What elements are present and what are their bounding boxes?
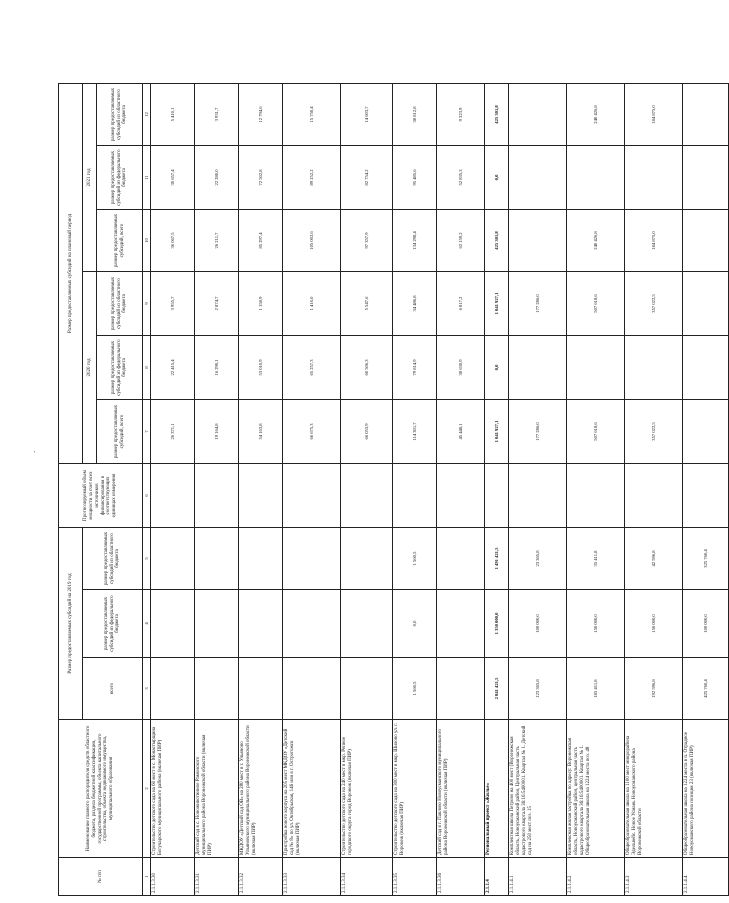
table-row	[625, 84, 683, 896]
row-value	[567, 146, 625, 210]
row-value: 66 053,9	[341, 400, 393, 464]
row-value: 185 411,8	[567, 658, 625, 720]
table-row	[567, 84, 625, 896]
table-row	[485, 84, 509, 896]
row-value	[509, 464, 567, 528]
row-value: 184 875,0	[625, 84, 683, 146]
row-value	[239, 528, 283, 590]
row-value	[195, 528, 239, 590]
row-value	[509, 84, 567, 146]
row-value: 150 000,0	[625, 590, 683, 658]
row-name: Региональный проект «Жилье»	[485, 720, 509, 858]
row-value	[283, 658, 341, 720]
row-value: 114 301,7	[393, 400, 437, 464]
row-value	[437, 658, 485, 720]
header-plan: Размер предоставляемых субсидий на плановый период	[59, 84, 83, 464]
row-number: 2.1.1.4.1	[509, 858, 567, 896]
column-number: 9	[143, 272, 151, 336]
row-value	[567, 336, 625, 400]
row-value: 177 286,0	[509, 272, 567, 336]
header-2020-federal: размер предоставляемых субсидий из федерального бюджета	[97, 336, 143, 400]
header-no: № п/п	[59, 858, 143, 896]
column-number: 6	[143, 464, 151, 528]
row-value: 38 630,9	[437, 336, 485, 400]
row-value: 1 041 927,1	[485, 272, 509, 336]
row-value: 123 365,8	[509, 658, 567, 720]
row-value	[283, 464, 341, 528]
row-value	[239, 464, 283, 528]
row-value: 14 603,7	[341, 84, 393, 146]
header-2019-federal: размер предоставляемых субсидий из федерального бюджета	[83, 590, 143, 658]
column-number: 11	[143, 146, 151, 210]
header-2019-regional: размер предоставляемых субсидий из областного бюджета	[83, 528, 143, 590]
row-value: 38 812,8	[393, 84, 437, 146]
column-number: 8	[143, 336, 151, 400]
row-value	[509, 210, 567, 272]
header-2019-total: всего	[83, 658, 143, 720]
row-value: 9 323,9	[437, 84, 485, 146]
row-value: 30 657,4	[151, 146, 195, 210]
row-value: 184 875,0	[625, 210, 683, 272]
row-name: МКДОУ «Детский сад ОВ» на 280 мест в г. Ульяново Ульяновского муниципального района Воронежской области (включая ПИР)	[239, 720, 283, 858]
row-value: 53 010,9	[239, 336, 283, 400]
row-value: 1 416,0	[283, 272, 341, 336]
row-number: 2.1.1.4.2	[567, 858, 625, 896]
row-name: Детский сад в с. Новоживотинное Рамонского муниципального района Воронежской области (включая ПИР)	[195, 720, 239, 858]
row-name: Строительство детского сада на 60 мест в с. Монастырщина Богучарского муниципального района (включая ПИР)	[151, 720, 195, 858]
row-value: 507 618,6	[567, 272, 625, 336]
row-value: 82 754,2	[341, 146, 393, 210]
row-value: 134 298,4	[393, 210, 437, 272]
row-number: 2.1.1.4.4	[683, 858, 729, 896]
row-value: 34 486,8	[393, 272, 437, 336]
row-value: 54 163,8	[239, 400, 283, 464]
row-value: 240 426,8	[567, 210, 625, 272]
row-value: 5 410,1	[151, 84, 195, 146]
column-number: 12	[143, 84, 151, 146]
row-value: 5 547,6	[341, 272, 393, 336]
row-value: 240 426,8	[567, 84, 625, 146]
row-value: 2 841 421,5	[485, 658, 509, 720]
row-value: 3 955,7	[151, 272, 195, 336]
row-value: 105 002,6	[283, 210, 341, 272]
row-name: Строительство детского сада на 300 мест в мкр. Шилово ул. г. Воронеж (включая ПИР)	[393, 720, 437, 858]
row-value: 60 506,3	[341, 336, 393, 400]
table-row	[437, 84, 485, 896]
table-row	[283, 84, 341, 896]
row-value: 357 022,5	[625, 400, 683, 464]
header-2021-federal: размер предоставляемых субсидий из федерального бюджета	[97, 146, 143, 210]
row-value	[151, 528, 195, 590]
row-value: 72 502,8	[239, 146, 283, 210]
row-value: 0,0	[485, 146, 509, 210]
column-number-row	[143, 84, 151, 896]
header-name: Наименование главного распорядителя средств областного бюджета, раздела бюджетной классификации, государственной программы, объекта капитального строительства, объекта недвижимого имущества, муниципального образования	[59, 720, 143, 858]
row-value: 79 814,9	[393, 336, 437, 400]
row-value	[239, 658, 283, 720]
row-value: 0,0	[393, 590, 437, 658]
row-value: 26 371,1	[151, 400, 195, 464]
row-value	[341, 464, 393, 528]
row-value	[683, 272, 729, 336]
row-value: 89 252,2	[283, 146, 341, 210]
row-number: 2.1.1.3.31	[195, 858, 239, 896]
row-value: 23 365,8	[509, 528, 567, 590]
header-2021-regional: размер предоставляемых субсидий из областного бюджета	[97, 84, 143, 146]
page-mark: ·	[31, 450, 39, 453]
row-value: 26 211,7	[195, 210, 239, 272]
row-value: 42 596,8	[625, 528, 683, 590]
row-value	[437, 590, 485, 658]
row-value	[683, 84, 729, 146]
row-value: 1 041 927,1	[485, 400, 509, 464]
row-number: 2.1.1.4.3	[625, 858, 683, 896]
table-body	[59, 84, 729, 896]
row-value	[341, 658, 393, 720]
row-value: 192 596,8	[625, 658, 683, 720]
row-value	[683, 210, 729, 272]
row-value	[195, 590, 239, 658]
row-value: 507 618,6	[567, 400, 625, 464]
row-value: 22 415,4	[151, 336, 195, 400]
table-row	[683, 84, 729, 896]
row-value	[195, 464, 239, 528]
row-value: 6 817,2	[437, 272, 485, 336]
row-value	[283, 590, 341, 658]
row-value	[625, 336, 683, 400]
column-number: 5	[143, 528, 151, 590]
row-value: 66 675,3	[283, 400, 341, 464]
row-value: 357 022,5	[625, 272, 683, 336]
row-value: 16 290,1	[195, 336, 239, 400]
row-value	[239, 590, 283, 658]
row-value	[151, 590, 195, 658]
header-2020: 2020 год	[83, 272, 97, 464]
row-value: 0,0	[485, 336, 509, 400]
row-value	[509, 146, 567, 210]
row-value	[393, 464, 437, 528]
column-number: 2	[143, 720, 151, 858]
row-value	[485, 464, 509, 528]
row-number: 2.1.1.3.35	[393, 858, 437, 896]
row-value: 85 297,4	[239, 210, 283, 272]
table-row	[509, 84, 567, 896]
row-value	[683, 464, 729, 528]
row-value: 1 491 421,5	[485, 528, 509, 590]
table-row	[341, 84, 393, 896]
row-value	[567, 464, 625, 528]
row-name: Комплектная школа Петрово на 400 мест (Воронежская область, Новоусманский район, Центральная часть кадастрового квартала 36:16:5400001. Квартал № 1. Детский сад на 250 мест поз. 15	[509, 720, 567, 858]
header-projected: Прогнозируемый объем мощности за счет всех источников финансирования в соответствующих единицах измерения	[59, 464, 143, 528]
row-value: 15 750,4	[283, 84, 341, 146]
table-row	[195, 84, 239, 896]
column-number: 1	[143, 858, 151, 896]
row-value: 325 760,4	[683, 528, 729, 590]
row-value	[625, 464, 683, 528]
row-value: 36 067,5	[151, 210, 195, 272]
row-value	[341, 590, 393, 658]
header-2020-regional: размер предоставляемых субсидий из областного бюджета	[97, 272, 143, 336]
row-value	[683, 146, 729, 210]
row-value: 22 280,0	[195, 146, 239, 210]
row-number: 2.1.1.4	[485, 858, 509, 896]
subsidy-table	[58, 83, 729, 896]
row-value	[151, 464, 195, 528]
column-number: 3	[143, 658, 151, 720]
row-value	[341, 528, 393, 590]
row-value: 2 874,7	[195, 272, 239, 336]
row-name: Пристройка нового корпуса на 205 мест МКДОУ «Детский сад № 8» по ул. Октябрьская, 146 или в г. Острогожск (включая ПИР)	[283, 720, 341, 858]
row-value	[437, 528, 485, 590]
row-value: 65 257,3	[283, 336, 341, 400]
row-value: 19 164,8	[195, 400, 239, 464]
row-value: 100 000,0	[683, 590, 729, 658]
row-value: 97 357,9	[341, 210, 393, 272]
row-number: 2.1.1.3.36	[437, 858, 485, 896]
row-name: Строительство детского сада на 240 мест в мкр. Репное городского округа город Воронеж (включая ПИР)	[341, 720, 393, 858]
row-name: Общеобразовательная школа на 1224 места в п. Отрадное Новоусманского района позиция 23 (включая ПИР)	[683, 720, 729, 858]
row-value	[437, 464, 485, 528]
row-number: 2.1.1.3.33	[283, 858, 341, 896]
row-value: 52 835,3	[437, 146, 485, 210]
row-value	[683, 400, 729, 464]
row-number: 2.1.1.3.32	[239, 858, 283, 896]
row-value: 425 301,8	[485, 210, 509, 272]
table-row	[393, 84, 437, 896]
table-row	[151, 84, 195, 896]
row-value	[683, 336, 729, 400]
row-name: Детский сад в г. Павлово Новоусманского муниципального района Воронежской области (включая ПИР)	[437, 720, 485, 858]
row-value: 95 485,6	[393, 146, 437, 210]
header-2021-total: размер предоставляемых субсидий, всего	[97, 210, 143, 272]
row-value: 62 159,2	[437, 210, 485, 272]
column-number: 7	[143, 400, 151, 464]
row-value	[283, 528, 341, 590]
row-value: 1 560,5	[393, 528, 437, 590]
row-value: 150 000,0	[567, 590, 625, 658]
row-value: 100 000,0	[509, 590, 567, 658]
row-number: 2.1.1.3.30	[151, 858, 195, 896]
row-number: 2.1.1.3.34	[341, 858, 393, 896]
column-number: 4	[143, 590, 151, 658]
row-value: 3 931,7	[195, 84, 239, 146]
row-value	[195, 658, 239, 720]
header-2019: Размер предоставляемых субсидий на 2019 год	[59, 528, 83, 720]
row-value: 1 158,9	[239, 272, 283, 336]
table-row	[239, 84, 283, 896]
row-value: 177 286,0	[509, 400, 567, 464]
row-value: 45 448,1	[437, 400, 485, 464]
row-value: 35 411,8	[567, 528, 625, 590]
row-value	[151, 658, 195, 720]
row-value	[625, 146, 683, 210]
header-2021: 2021 год	[83, 84, 97, 272]
row-value	[509, 336, 567, 400]
row-name: Комплексная жилая застройка по адресу: Воронежская область, Новоусманский район, центральная часть кадастрового квартала 36:16:5400001. Квартал № 1. Общеобразовательная школа на 1224 места поз. 48	[567, 720, 625, 858]
row-value: 1 560,5	[393, 658, 437, 720]
row-value: 12 794,6	[239, 84, 283, 146]
row-value: 425 301,8	[485, 84, 509, 146]
row-name: Общеобразовательная школа на 1100 мест микрорайона Эдельвейс. Новое Усмань Новоусманского района Воронежской области	[625, 720, 683, 858]
header-2020-total: размер предоставляемых субсидий, всего	[97, 400, 143, 464]
column-number: 10	[143, 210, 151, 272]
row-value: 425 760,4	[683, 658, 729, 720]
row-value: 1 350 000,0	[485, 590, 509, 658]
